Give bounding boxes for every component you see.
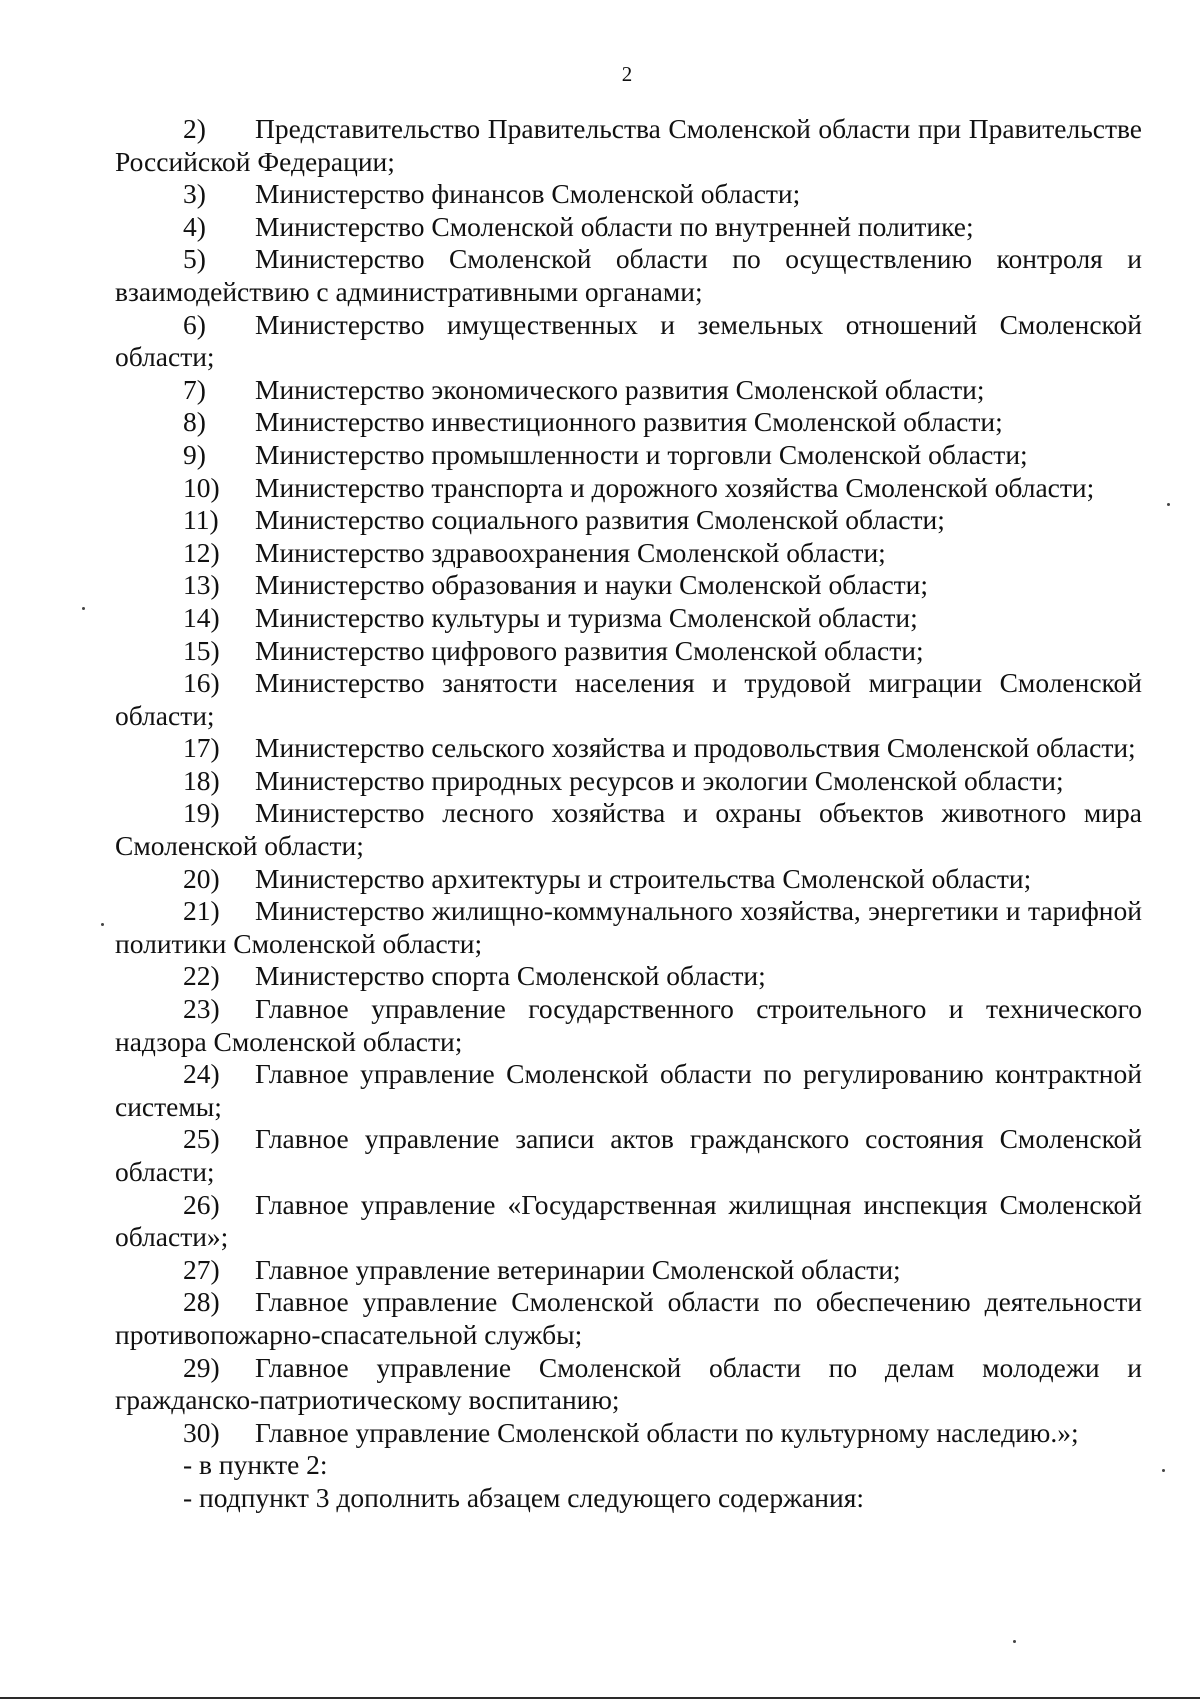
scan-speck: [82, 607, 85, 610]
list-item-text: Министерство сельского хозяйства и продовольствия Смоленской области;: [255, 732, 1136, 764]
list-item-number: 14): [183, 601, 220, 633]
list-item-number: 22): [183, 960, 220, 992]
list-item: [115, 1352, 1142, 1417]
list-item-number: 21): [183, 895, 220, 927]
list-item-number: 5): [183, 243, 206, 275]
list-item: [115, 537, 1142, 570]
list-item-text: Главное управление «Государственная жилищная инспекция Смоленской области»;: [115, 1188, 1142, 1253]
list-item-number: 11): [183, 504, 219, 536]
list-item-number: 3): [183, 178, 206, 210]
page-number: 2: [621, 62, 633, 86]
list-item-text: Министерство лесного хозяйства и охраны объектов животного мира Смоленской области;: [115, 797, 1142, 862]
scan-speck: [1167, 503, 1170, 506]
list-item: [115, 1417, 1142, 1450]
list-item-text: Министерство образования и науки Смоленской области;: [255, 569, 929, 601]
list-item-text: Главное управление Смоленской области по делам молодежи и гражданско-патриотическому воспитанию;: [115, 1351, 1142, 1416]
list-item: [115, 1058, 1142, 1123]
list-item-text: Министерство архитектуры и строительства Смоленской области;: [255, 862, 1032, 894]
list-item-number: 7): [183, 373, 206, 405]
list-item-number: 28): [183, 1286, 220, 1318]
list-item-text: Главное управление Смоленской области по культурному наследию.»;: [255, 1416, 1079, 1448]
list-item: [115, 765, 1142, 798]
list-item-number: 23): [183, 993, 220, 1025]
list-item-number: 6): [183, 308, 206, 340]
list-item-text: Главное управление записи актов гражданского состояния Смоленской области;: [115, 1123, 1142, 1187]
list-item-text: Министерство Смоленской области по осуществлению контроля и взаимодействию с административными органами;: [115, 243, 1142, 307]
list-item-number: 19): [183, 797, 220, 829]
list-item-text: Министерство природных ресурсов и экологии Смоленской области;: [255, 764, 1064, 796]
list-item: [115, 667, 1142, 732]
tail-line-2: - подпункт 3 дополнить абзацем следующего содержания:: [183, 1481, 865, 1513]
list-item: [115, 504, 1142, 537]
list-item-text: Министерство финансов Смоленской области;: [255, 178, 801, 210]
list-item: [115, 960, 1142, 993]
list-item: [115, 472, 1142, 505]
list-item-number: 25): [183, 1123, 220, 1155]
list-item: [115, 1189, 1142, 1254]
list-item-text: Министерство здравоохранения Смоленской области;: [255, 536, 886, 568]
list-item: [115, 309, 1142, 374]
list-item: [115, 895, 1142, 960]
list-item-number: 10): [183, 471, 220, 503]
list-item: [115, 113, 1142, 178]
list-item: [115, 406, 1142, 439]
list-item: [115, 602, 1142, 635]
scan-bottom-edge: [0, 1697, 1200, 1699]
list-item-text: Представительство Правительства Смоленской области при Правительстве Российской Федерации;: [115, 113, 1142, 177]
list-item: [115, 993, 1142, 1058]
list-item-number: 17): [183, 732, 220, 764]
list-item-text: Министерство культуры и туризма Смоленской области;: [255, 601, 918, 633]
list-item-number: 16): [183, 667, 220, 699]
list-item-text: Министерство имущественных и земельных отношений Смоленской области;: [115, 308, 1142, 373]
list-item-text: Министерство социального развития Смоленской области;: [255, 504, 945, 536]
list-item-number: 2): [183, 113, 206, 144]
list-item: [115, 374, 1142, 407]
list-item-number: 30): [183, 1416, 220, 1448]
list-item-text: Министерство занятости населения и трудовой миграции Смоленской области;: [115, 667, 1142, 731]
scan-speck: [101, 923, 104, 926]
list-item: [115, 439, 1142, 472]
document-body: [115, 113, 1142, 1515]
list-item-text: Министерство инвестиционного развития Смоленской области;: [255, 406, 1003, 438]
list-item-text: Министерство спорта Смоленской области;: [255, 960, 766, 992]
list-item: [115, 635, 1142, 668]
list-item-number: 9): [183, 438, 206, 470]
list-item-text: Министерство промышленности и торговли Смоленской области;: [255, 438, 1028, 470]
list-item-number: 18): [183, 764, 220, 796]
list-item-text: Министерство транспорта и дорожного хозяйства Смоленской области;: [255, 471, 1095, 503]
list-item: [115, 1254, 1142, 1287]
list-item: [115, 863, 1142, 896]
list-item-number: 15): [183, 634, 220, 666]
list-item: [115, 569, 1142, 602]
list-item-number: 13): [183, 569, 220, 601]
tail-line-1: - в пункте 2:: [183, 1449, 328, 1481]
list-item-number: 29): [183, 1351, 220, 1383]
list-item-number: 12): [183, 536, 220, 568]
list-item: [115, 1123, 1142, 1188]
list-item-number: 4): [183, 210, 206, 242]
list-item-text: Главное управление Смоленской области по обеспечению деятельности противопожарно-спасательной службы;: [115, 1286, 1142, 1350]
list-item-number: 26): [183, 1188, 220, 1220]
list-item-text: Министерство Смоленской области по внутренней политике;: [255, 210, 974, 242]
list-item-number: 8): [183, 406, 206, 438]
list-item-text: Главное управление ветеринарии Смоленской области;: [255, 1253, 901, 1285]
list-item: [115, 732, 1142, 765]
list-item-text: Главное управление Смоленской области по регулированию контрактной системы;: [115, 1058, 1142, 1122]
list-item: [115, 1286, 1142, 1351]
list-item-text: Министерство цифрового развития Смоленской области;: [255, 634, 924, 666]
list-item-number: 24): [183, 1058, 220, 1090]
list-item-text: Министерство жилищно-коммунального хозяйства, энергетики и тарифной политики Смоленской области;: [115, 895, 1142, 959]
scan-speck: [1162, 1469, 1165, 1472]
scan-speck: [1013, 1640, 1016, 1643]
list-item-text: Министерство экономического развития Смоленской области;: [255, 373, 985, 405]
list-item-number: 27): [183, 1253, 220, 1285]
list-item-text: Главное управление государственного строительного и технического надзора Смоленской области;: [115, 993, 1142, 1057]
list-item: [115, 797, 1142, 862]
list-item: [115, 211, 1142, 244]
list-item-number: 20): [183, 862, 220, 894]
list-item: [115, 243, 1142, 308]
list-item: [115, 178, 1142, 211]
